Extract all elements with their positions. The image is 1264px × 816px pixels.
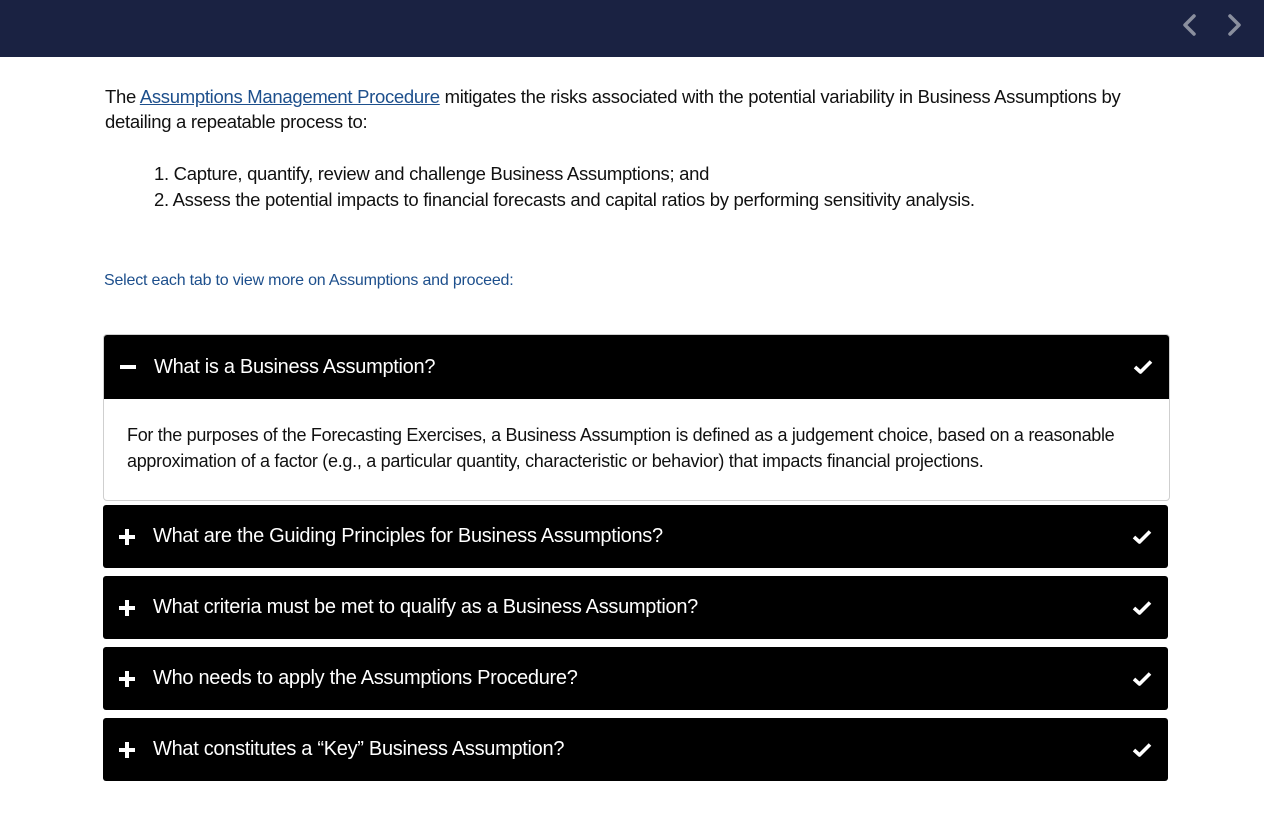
checkmark-icon	[1132, 600, 1152, 616]
intro-text-before: The	[105, 86, 140, 107]
accordion-header[interactable]	[103, 718, 1168, 781]
tab-instruction: Select each tab to view more on Assumptions and proceed:	[104, 272, 514, 289]
accordion-header[interactable]	[104, 335, 1169, 399]
accordion-item-guiding-principles	[103, 505, 1168, 568]
intro-paragraph	[105, 84, 1175, 134]
accordion-title: What criteria must be met to qualify as a Business Assumption?	[153, 596, 698, 618]
accordion-body: For the purposes of the Forecasting Exercises, a Business Assumption is defined as a judgement choice, based on a reasonable approximation of a factor (e.g., a particular quantity, characteristic or behavior) that impacts financial projections.	[127, 425, 1115, 471]
checkmark-icon	[1132, 742, 1152, 758]
checkmark-icon	[1132, 671, 1152, 687]
top-bar	[0, 0, 1264, 57]
process-steps-list	[154, 161, 1154, 213]
intro-text-after: mitigates the risks associated with the potential variability in Business Assumptions by detailing a repeatable process to:	[105, 86, 1121, 132]
accordion-title: What are the Guiding Principles for Business Assumptions?	[153, 525, 663, 547]
accordion-item-who-applies	[103, 647, 1168, 710]
accordion-item-business-assumption	[103, 334, 1170, 501]
accordion-header[interactable]	[103, 647, 1168, 710]
plus-icon	[119, 742, 135, 758]
plus-icon	[119, 671, 135, 687]
accordion-title: Who needs to apply the Assumptions Procedure?	[153, 667, 578, 689]
checkmark-icon	[1133, 359, 1153, 375]
checkmark-icon	[1132, 529, 1152, 545]
plus-icon	[119, 529, 135, 545]
accordion-title: What constitutes a “Key” Business Assumption?	[153, 738, 565, 760]
accordion-header[interactable]	[103, 505, 1168, 568]
process-step: 1. Capture, quantify, review and challenge Business Assumptions; and	[154, 163, 710, 184]
chevron-right-icon[interactable]	[1221, 12, 1247, 38]
minus-icon	[120, 359, 136, 375]
process-step: 2. Assess the potential impacts to financial forecasts and capital ratios by performing sensitivity analysis.	[154, 189, 975, 210]
accordion-header[interactable]	[103, 576, 1168, 639]
accordion-title: What is a Business Assumption?	[154, 355, 436, 378]
procedure-link[interactable]: Assumptions Management Procedure	[139, 86, 440, 107]
chevron-left-icon[interactable]	[1177, 12, 1203, 38]
accordion-item-criteria	[103, 576, 1168, 639]
accordion-item-key-assumption	[103, 718, 1168, 781]
plus-icon	[119, 600, 135, 616]
